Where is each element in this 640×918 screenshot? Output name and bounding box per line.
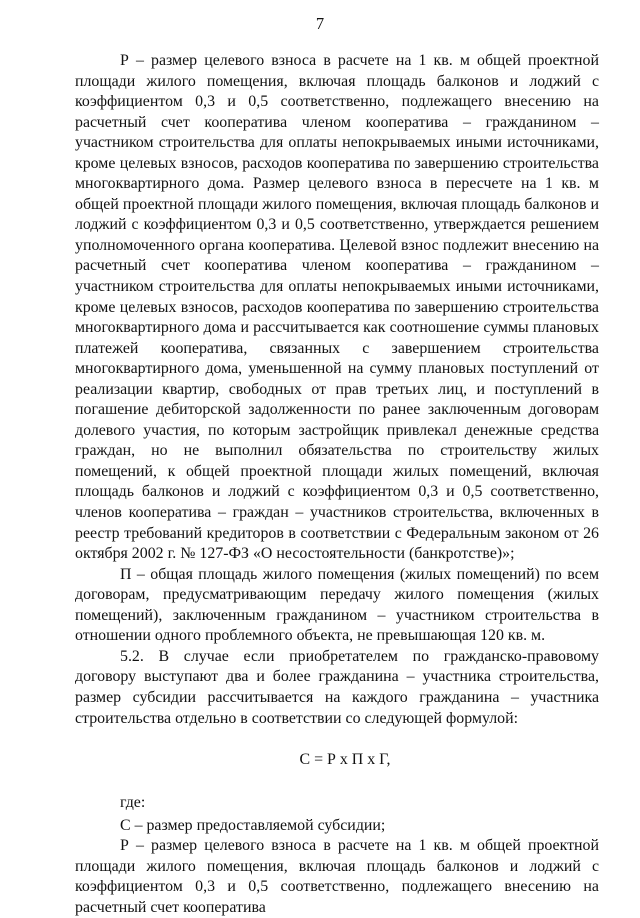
subsidy-formula: С = Р х П х Г, xyxy=(299,751,391,769)
page-number: 7 xyxy=(315,14,325,33)
paragraph-target-contribution-definition: Р – размер целевого взноса в расчете на 1 кв. м общей проектной площади жилого помещения, включая площадь балконов и лоджий с коэффициентом 0,3 и 0,5 соответственно, подлежащего внесению на расчетный счет кооператива членом кооператива – гражданином – участником строительства для оплаты непокрываемых иными источниками, кроме целевых взносов, расходов кооператива по завершению строительства многоквартирного дома. Размер целевого взноса в пересчете на 1 кв. м общей проектной площади жилого помещения, включая площадь балконов и лоджий с коэффициентом 0,3 и 0,5 соответственно, утверждается решением уполномоченного органа кооператива. Целевой взнос подлежит внесению на расчетный счет кооператива членом кооператива – гражданином – участником строительства для оплаты непокрываемых иными источниками, кроме целевых взносов, расходов кооператива по завершению строительства многоквартирного дома и рассчитывается как соотношение суммы плановых платежей кооператива, связанных с завершением строительства многоквартирного дома, уменьшенной на сумму плановых поступлений от реализации квартир, свободных от прав третьих лиц, и поступлений в погашение дебиторской задолженности по ранее заключенным договорам долевого участия, по которым застройщик привлекал денежные средства граждан, но не выполнил обязательства по строительству жилых помещений, к общей проектной площади жилых помещений, включая площадь балконов и лоджий с коэффициентом 0,3 и 0,5 соответственно, членов кооператива – граждан – участников строительства, включенных в реестр требований кредиторов в соответствии с Федеральным законом от 26 октября 2002 г. № 127-ФЗ «О несостоятельности (банкротстве)»; xyxy=(75,52,599,563)
paragraph-area-definition: П – общая площадь жилого помещения (жилых помещений) по всем договорам, предусматривающим передачу жилого помещения (жилых помещений), заключенным гражданином – участником строительства в отношении одного проблемного объекта, не превышающая 120 кв. м. xyxy=(75,565,599,645)
definition-subsidy: С – размер предоставляемой субсидии; xyxy=(120,816,386,834)
document-body xyxy=(75,51,599,918)
definition-target-contribution: Р – размер целевого взноса в расчете на 1 кв. м общей проектной площади жилого помещения, включая площадь балконов и лоджий с коэффициентом 0,3 и 0,5 соответственно, подлежащего внесению на расчетный счет кооператива xyxy=(75,837,599,916)
where-label: где: xyxy=(120,794,146,812)
paragraph-clause-5-2: 5.2. В случае если приобретателем по гражданско-правовому договору выступают два и более гражданина – участника строительства, размер субсидии рассчитывается на каждого гражданина – участника строительства отдельно в соответствии со следующей формулой: xyxy=(75,647,599,727)
